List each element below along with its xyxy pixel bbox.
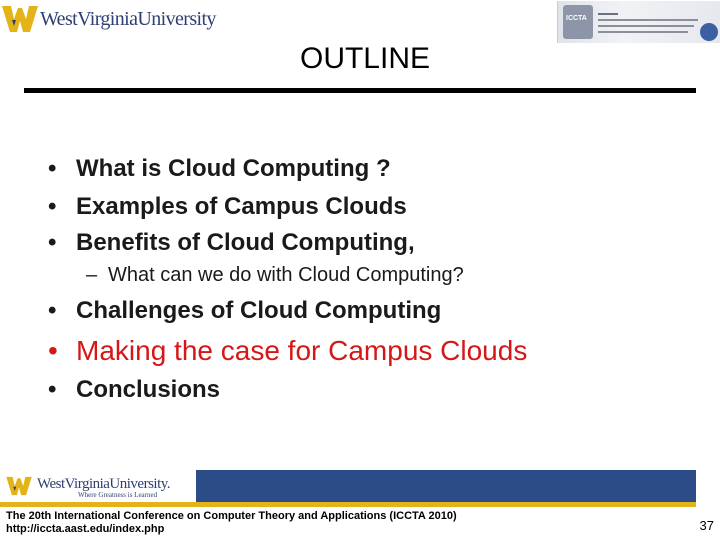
- conference-logo: [557, 1, 720, 43]
- page-number: 37: [699, 518, 714, 533]
- slide-title: OUTLINE: [299, 42, 431, 75]
- outline-item-examples: [48, 193, 407, 221]
- footer-accent-stripe: [0, 502, 696, 507]
- title-divider: [24, 88, 696, 93]
- bullet-marker: •: [48, 297, 57, 324]
- flying-wv-icon: [4, 474, 34, 498]
- outline-item-conclusions: [48, 376, 220, 404]
- bullet-marker: •: [48, 155, 57, 182]
- bullet-marker: •: [48, 335, 58, 366]
- outline-item-benefits: [48, 229, 415, 257]
- outline-item-text: What is Cloud Computing ?: [76, 155, 391, 182]
- conference-url: http://iccta.aast.edu/index.php: [6, 523, 165, 535]
- bullet-marker: •: [48, 193, 57, 220]
- university-wordmark: WestVirginiaUniversity: [40, 8, 216, 30]
- conference-seal-icon: [563, 5, 593, 39]
- outline-item-text: Benefits of Cloud Computing,: [76, 229, 415, 256]
- outline-item-text: Conclusions: [76, 376, 221, 403]
- conference-badge-icon: [700, 23, 718, 41]
- conference-citation: [6, 510, 457, 536]
- outline-subitem-text: What can we do with Cloud Computing?: [108, 264, 464, 286]
- wvu-footer-logo: [0, 470, 196, 502]
- outline-item-what-is-cloud: [48, 155, 391, 183]
- outline-item-text: Making the case for Campus Clouds: [76, 335, 528, 366]
- bullet-marker: •: [48, 376, 57, 403]
- conference-name: The 20th International Conference on Computer Theory and Applications (ICCTA 2010): [6, 510, 457, 522]
- outline-item-challenges: [48, 297, 441, 325]
- outline-item-text: Examples of Campus Clouds: [76, 193, 407, 220]
- footer-tagline: Where Greatness is Learned: [78, 491, 158, 499]
- wvu-header-logo: [2, 2, 216, 36]
- outline-item-making-the-case: [48, 335, 527, 367]
- outline-subitem-what-can-we-do: [86, 264, 464, 287]
- sub-bullet-marker: –: [86, 264, 98, 286]
- outline-item-text: Challenges of Cloud Computing: [76, 297, 442, 324]
- flying-wv-icon: [2, 2, 38, 36]
- conference-seal-text: ICCTA: [566, 15, 587, 22]
- bullet-marker: •: [48, 229, 57, 256]
- footer-university-wordmark: WestVirginiaUniversity.: [37, 476, 171, 492]
